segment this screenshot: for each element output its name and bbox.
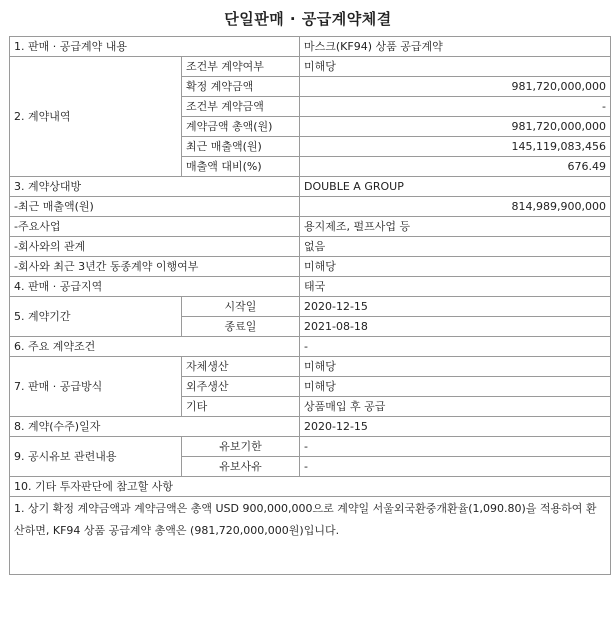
sales-ratio-label: 매출액 대비(%) — [182, 157, 300, 177]
disclosure-deferral-label: 9. 공시유보 관련내용 — [10, 437, 182, 477]
table-row — [10, 177, 611, 197]
deferral-deadline-value: - — [300, 437, 611, 457]
table-row — [10, 417, 611, 437]
table-row — [10, 37, 611, 57]
main-business-label: -주요사업 — [10, 217, 300, 237]
conditional-amount-value: - — [300, 97, 611, 117]
table-row — [10, 437, 611, 457]
supply-region-label: 4. 판매 · 공급지역 — [10, 277, 300, 297]
sales-ratio-value: 676.49 — [300, 157, 611, 177]
recent-sales-value: 145,119,083,456 — [300, 137, 611, 157]
table-row — [10, 497, 611, 575]
total-amount-value: 981,720,000,000 — [300, 117, 611, 137]
relationship-value: 없음 — [300, 237, 611, 257]
end-date-value: 2021-08-18 — [300, 317, 611, 337]
table-row — [10, 477, 611, 497]
outsourced-production-label: 외주생산 — [182, 377, 300, 397]
conditional-contract-value: 미해당 — [300, 57, 611, 77]
other-reference-label: 10. 기타 투자판단에 참고할 사항 — [10, 477, 611, 497]
other-reference-note: 1. 상기 확정 계약금액과 계약금액은 총액 USD 900,000,000으로 계약일 서울외국환중개환율(1,090.80)을 적용하여 환산하면, KF94 상품 공급계약 총액은 (981,720,000,000원)입니다. — [10, 497, 611, 575]
in-house-production-label: 자체생산 — [182, 357, 300, 377]
other-method-label: 기타 — [182, 397, 300, 417]
supply-region-value: 태국 — [300, 277, 611, 297]
table-row — [10, 337, 611, 357]
main-conditions-label: 6. 주요 계약조건 — [10, 337, 300, 357]
fixed-amount-label: 확정 계약금액 — [182, 77, 300, 97]
conditional-contract-label: 조건부 계약여부 — [182, 57, 300, 77]
main-business-value: 용지제조, 펄프사업 등 — [300, 217, 611, 237]
main-conditions-value: - — [300, 337, 611, 357]
end-date-label: 종료일 — [182, 317, 300, 337]
contract-date-value: 2020-12-15 — [300, 417, 611, 437]
contract-content-value: 마스크(KF94) 상품 공급계약 — [300, 37, 611, 57]
recent-sales-label: 최근 매출액(원) — [182, 137, 300, 157]
total-amount-label: 계약금액 총액(원) — [182, 117, 300, 137]
supply-method-label: 7. 판매 · 공급방식 — [10, 357, 182, 417]
conditional-amount-label: 조건부 계약금액 — [182, 97, 300, 117]
counterparty-sales-value: 814,989,900,000 — [300, 197, 611, 217]
prior-contract-label: -회사와 최근 3년간 동종계약 이행여부 — [10, 257, 300, 277]
deferral-reason-value: - — [300, 457, 611, 477]
table-row — [10, 57, 611, 77]
outsourced-production-value: 미해당 — [300, 377, 611, 397]
table-row — [10, 237, 611, 257]
relationship-label: -회사와의 관계 — [10, 237, 300, 257]
table-row — [10, 257, 611, 277]
fixed-amount-value: 981,720,000,000 — [300, 77, 611, 97]
start-date-label: 시작일 — [182, 297, 300, 317]
contract-period-label: 5. 계약기간 — [10, 297, 182, 337]
table-row — [10, 217, 611, 237]
in-house-production-value: 미해당 — [300, 357, 611, 377]
table-row — [10, 277, 611, 297]
table-row — [10, 357, 611, 377]
deferral-deadline-label: 유보기한 — [182, 437, 300, 457]
contract-date-label: 8. 계약(수주)일자 — [10, 417, 300, 437]
prior-contract-value: 미해당 — [300, 257, 611, 277]
other-method-value: 상품매입 후 공급 — [300, 397, 611, 417]
table-row — [10, 297, 611, 317]
start-date-value: 2020-12-15 — [300, 297, 611, 317]
counterparty-sales-label: -최근 매출액(원) — [10, 197, 300, 217]
table-row — [10, 197, 611, 217]
deferral-reason-label: 유보사유 — [182, 457, 300, 477]
page-title: 단일판매 · 공급계약체결 — [224, 10, 392, 28]
contract-details-label: 2. 계약내역 — [10, 57, 182, 177]
disclosure-table — [9, 36, 611, 575]
counterparty-value: DOUBLE A GROUP — [300, 177, 611, 197]
contract-content-label: 1. 판매 · 공급계약 내용 — [10, 37, 300, 57]
counterparty-label: 3. 계약상대방 — [10, 177, 300, 197]
